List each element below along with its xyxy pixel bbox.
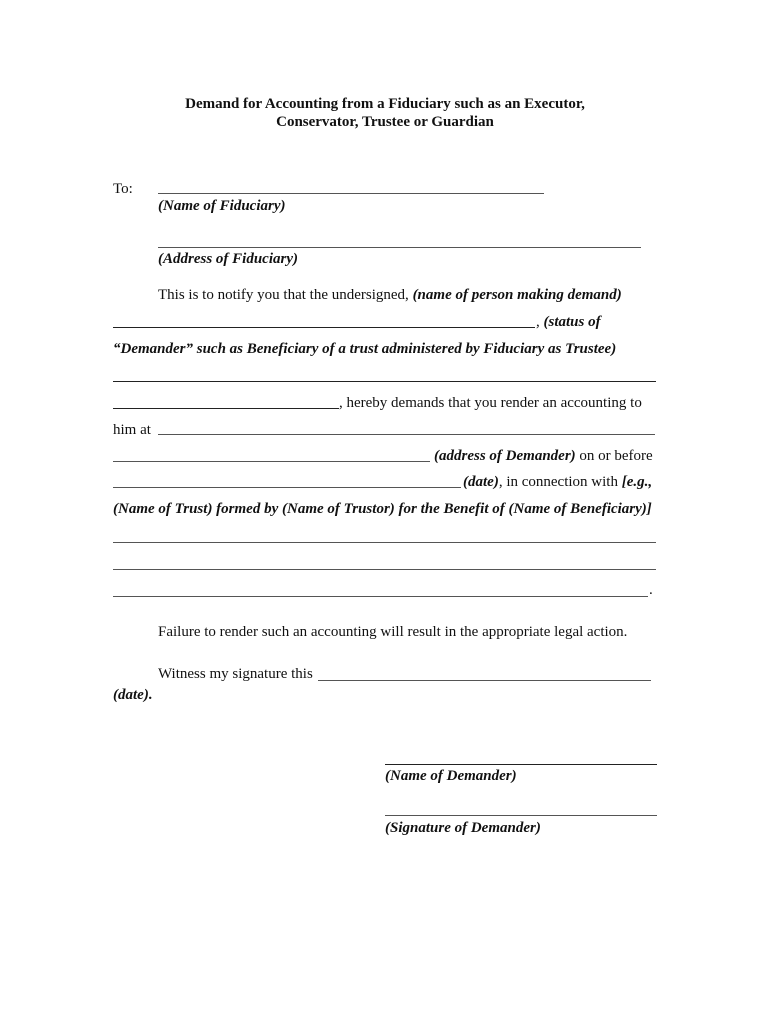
- details-blank-2[interactable]: [113, 569, 656, 570]
- failure-statement: Failure to render such an accounting will result in the appropriate legal action.: [158, 624, 628, 640]
- person-making-demand-label: (name of person making demand): [412, 287, 622, 303]
- demand-text: , hereby demands that you render an accounting to: [339, 395, 642, 411]
- details-period: .: [649, 582, 653, 598]
- status-description: “Demander” such as Beneficiary of a trust administered by Fiduciary as Trustee): [113, 341, 617, 357]
- demander-signature-blank[interactable]: [385, 815, 657, 816]
- document-title-line1: Demand for Accounting from a Fiduciary such as an Executor,: [185, 96, 585, 112]
- fiduciary-address-blank[interactable]: [158, 247, 641, 248]
- witness-date-label: (date).: [113, 687, 153, 703]
- status-label-row: [536, 313, 601, 331]
- notify-text: This is to notify you that the undersigned,: [158, 287, 409, 303]
- status-comma: ,: [536, 314, 540, 330]
- fiduciary-name-blank[interactable]: [158, 193, 544, 194]
- status-of-label: (status of: [543, 314, 601, 330]
- witness-text: Witness my signature this: [158, 666, 313, 682]
- in-connection-text: , in connection with: [498, 474, 618, 490]
- status-blank[interactable]: [113, 381, 656, 382]
- address-demander-row: [434, 447, 653, 465]
- address-demander-label: (address of Demander): [434, 448, 576, 464]
- eg-label: [e.g.,: [621, 474, 653, 490]
- details-blank-3[interactable]: [113, 596, 648, 597]
- person-making-demand-blank[interactable]: [113, 327, 535, 328]
- fiduciary-address-label: (Address of Fiduciary): [158, 251, 298, 267]
- date-label: (date): [463, 474, 499, 490]
- notify-sentence: [158, 286, 622, 304]
- date-blank[interactable]: [113, 487, 461, 488]
- fiduciary-name-label: (Name of Fiduciary): [158, 198, 286, 214]
- on-or-before-text: on or before: [579, 448, 653, 464]
- demander-signature-label: (Signature of Demander): [385, 820, 541, 836]
- demander-name-label: (Name of Demander): [385, 768, 517, 784]
- to-label: To:: [113, 181, 133, 197]
- trust-description: (Name of Trust) formed by (Name of Trustor) for the Benefit of (Name of Beneficiary)]: [113, 501, 652, 517]
- details-blank-1[interactable]: [113, 542, 656, 543]
- demander-address-blank-continued[interactable]: [113, 461, 430, 462]
- document-title-line2: Conservator, Trustee or Guardian: [276, 114, 494, 130]
- demander-name-blank[interactable]: [385, 764, 657, 765]
- demander-address-blank[interactable]: [158, 434, 655, 435]
- witness-date-blank[interactable]: [318, 680, 651, 681]
- status-blank-continued[interactable]: [113, 408, 339, 409]
- date-row: [463, 473, 652, 491]
- him-at-label: him at: [113, 422, 151, 438]
